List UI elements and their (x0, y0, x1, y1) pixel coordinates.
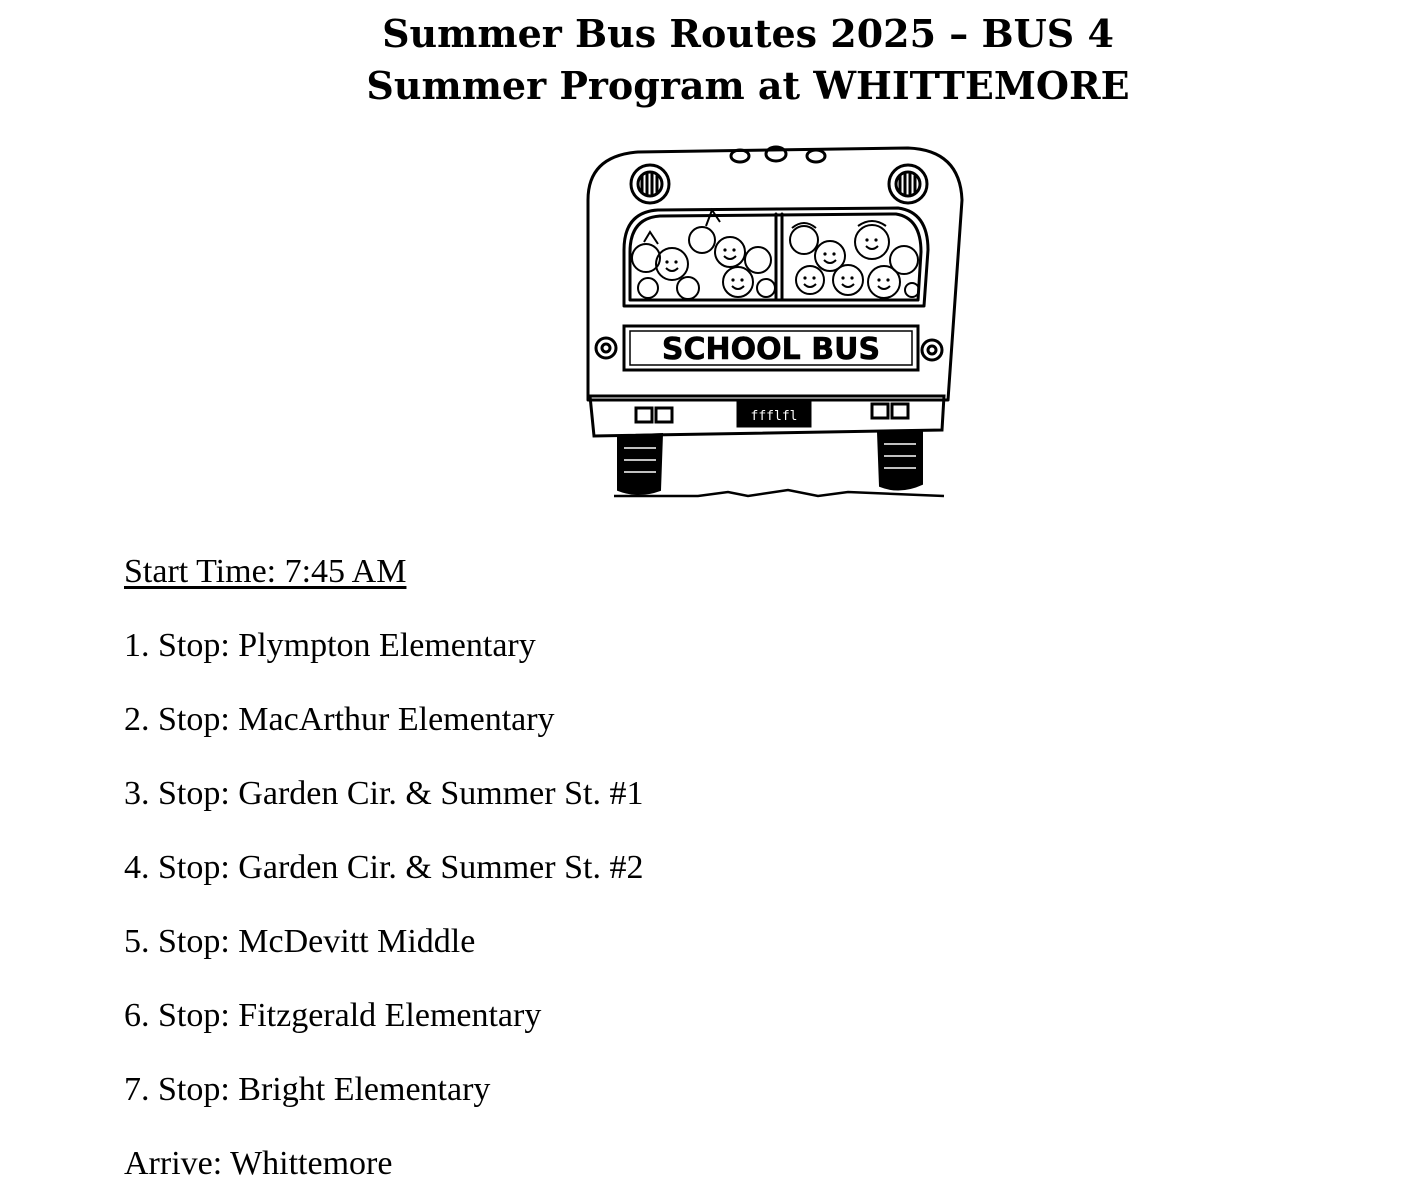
page-subtitle: Summer Program at WHITTEMORE (366, 63, 1130, 108)
start-time: Start Time: 7:45 AM (124, 553, 407, 590)
arrive-destination: Arrive: Whittemore (124, 1145, 393, 1182)
rear-wheel-left-icon (618, 434, 662, 494)
roof-light-icon (807, 150, 825, 162)
stop-3: 3. Stop: Garden Cir. & Summer St. #1 (124, 775, 644, 812)
school-bus-illustration (578, 140, 970, 506)
stop-2: 2. Stop: MacArthur Elementary (124, 701, 555, 738)
side-reflector-icon (596, 338, 616, 358)
ground-line (614, 490, 944, 496)
stop-6: 6. Stop: Fitzgerald Elementary (124, 997, 542, 1034)
school-bus-sign-text: SCHOOL BUS (661, 332, 881, 367)
stop-1: 1. Stop: Plympton Elementary (124, 627, 536, 664)
stop-7: 7. Stop: Bright Elementary (124, 1071, 491, 1108)
stop-5: 5. Stop: McDevitt Middle (124, 923, 476, 960)
license-plate-text: ffflfl (750, 409, 798, 424)
stop-4: 4. Stop: Garden Cir. & Summer St. #2 (124, 849, 644, 886)
rear-wheel-right-icon (878, 432, 922, 490)
side-reflector-icon (922, 340, 942, 360)
page-title: Summer Bus Routes 2025 – BUS 4 (382, 11, 1114, 56)
